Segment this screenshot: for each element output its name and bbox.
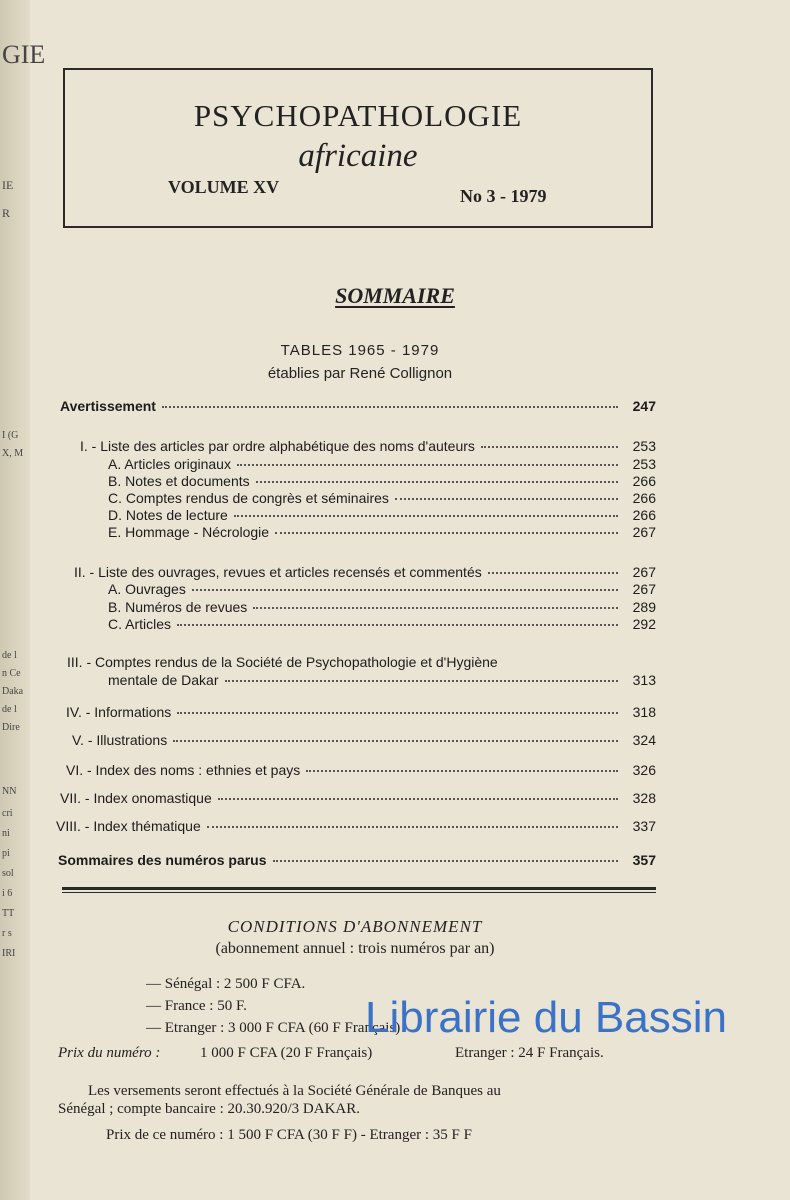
toc-entry: D. Notes de lecture 266 xyxy=(108,507,656,523)
spine-fragment: NN xyxy=(2,786,17,797)
page-number: 328 xyxy=(632,790,656,806)
spine-fragment: ni xyxy=(2,828,10,839)
conditions-heading: CONDITIONS D'ABONNEMENT xyxy=(227,917,483,936)
toc-entry: VIII. - Index thématique 337 xyxy=(56,818,656,834)
page-number: 266 xyxy=(632,490,656,506)
journal-title-box xyxy=(63,68,653,228)
spine-fragment: i 6 xyxy=(2,888,13,899)
toc-entry: C. Comptes rendus de congrès et séminaires 266 xyxy=(108,490,656,506)
spine-fragment: de l xyxy=(2,704,17,715)
toc-entry: A. Articles originaux 253 xyxy=(108,456,656,472)
toc-entry: Avertissement 247 xyxy=(60,398,656,414)
spine-fragment: R xyxy=(2,206,11,220)
page-number: 337 xyxy=(632,818,656,834)
toc-entry: I. - Liste des articles par ordre alphabétique des noms d'auteurs 253 xyxy=(80,438,656,454)
spine-fragment: cri xyxy=(2,808,13,819)
spine-fragment: pi xyxy=(2,848,10,859)
journal-title: PSYCHOPATHOLOGIE xyxy=(193,98,523,133)
page-number: 267 xyxy=(632,581,656,597)
price-senegal: — Sénégal : 2 500 F CFA. xyxy=(146,976,306,992)
page-number: 266 xyxy=(632,507,656,523)
spine-fragment: IRI xyxy=(2,948,16,959)
page-number: 318 xyxy=(632,704,656,720)
page-number: 266 xyxy=(632,473,656,489)
spine-fragment: I (G xyxy=(2,430,19,441)
spine-fragment: IE xyxy=(2,178,14,192)
page-number: 292 xyxy=(632,616,656,632)
page-number: 253 xyxy=(632,438,656,454)
page-number: 289 xyxy=(632,599,656,615)
divider xyxy=(62,892,656,893)
toc-entry: Sommaires des numéros parus 357 xyxy=(58,852,656,868)
issue-price-label: Prix du numéro : xyxy=(58,1045,161,1061)
spine-fragment: n Ce xyxy=(2,668,21,679)
payment-line-2: Sénégal ; compte bancaire : 20.30.920/3 DAKAR. xyxy=(58,1101,361,1117)
book-spine-edge xyxy=(0,0,46,1200)
author-line: établies par René Collignon xyxy=(267,365,453,382)
toc-entry: mentale de Dakar 313 xyxy=(108,672,656,688)
toc-entry: A. Ouvrages 267 xyxy=(108,581,656,597)
spine-fragment: Daka xyxy=(2,686,24,697)
page-number: 357 xyxy=(632,852,656,868)
conditions-subtitle: (abonnement annuel : trois numéros par an) xyxy=(215,940,495,957)
toc-entry-line: III. - Comptes rendus de la Société de Psychopathologie et d'Hygiène xyxy=(67,654,498,670)
issue-price-etranger: Etranger : 24 F Français. xyxy=(455,1045,604,1061)
page-number: 247 xyxy=(632,398,656,414)
toc-entry: VI. - Index des noms : ethnies et pays 326 xyxy=(66,762,656,778)
page-number: 326 xyxy=(632,762,656,778)
divider xyxy=(62,887,656,890)
issue-price-value: 1 000 F CFA (20 F Français) xyxy=(200,1045,373,1061)
spine-fragment: sol xyxy=(2,868,14,879)
spine-fragment: r s xyxy=(2,928,12,939)
volume-label: VOLUME XV xyxy=(168,177,280,197)
toc-entry: C. Articles 292 xyxy=(108,616,656,632)
page-number: 267 xyxy=(632,524,656,540)
tables-line: TABLES 1965 - 1979 xyxy=(280,342,440,359)
spine-fragment: X, M xyxy=(2,448,24,459)
toc-entry: V. - Illustrations 324 xyxy=(72,732,656,748)
spine-fragment: Dire xyxy=(2,722,20,733)
issue-label: No 3 - 1979 xyxy=(460,186,547,206)
page-number: 267 xyxy=(632,564,656,580)
spine-fragment: GIE xyxy=(2,40,46,69)
toc-entry: E. Hommage - Nécrologie 267 xyxy=(108,524,656,540)
toc-entry: VII. - Index onomastique 328 xyxy=(60,790,656,806)
page-number: 313 xyxy=(632,672,656,688)
this-issue-price: Prix de ce numéro : 1 500 F CFA (30 F F) - Etranger : 35 F F xyxy=(106,1127,472,1143)
price-france: — France : 50 F. xyxy=(146,998,247,1014)
watermark: Librairie du Bassin xyxy=(365,993,727,1042)
page-number: 253 xyxy=(632,456,656,472)
spine-fragment: de l xyxy=(2,650,17,661)
toc-entry: IV. - Informations 318 xyxy=(66,704,656,720)
page-number: 324 xyxy=(632,732,656,748)
payment-line-1: Les versements seront effectués à la Société Générale de Banques au xyxy=(88,1083,501,1099)
spine-fragment: TT xyxy=(2,908,15,919)
toc-entry: B. Numéros de revues 289 xyxy=(108,599,656,615)
journal-subtitle: africaine xyxy=(298,138,418,174)
toc-entry: II. - Liste des ouvrages, revues et articles recensés et commentés 267 xyxy=(74,564,656,580)
price-etranger: — Etranger : 3 000 F CFA (60 F Français) xyxy=(146,1020,401,1036)
toc-entry: B. Notes et documents 266 xyxy=(108,473,656,489)
sommaire-heading: SOMMAIRE xyxy=(335,283,455,308)
